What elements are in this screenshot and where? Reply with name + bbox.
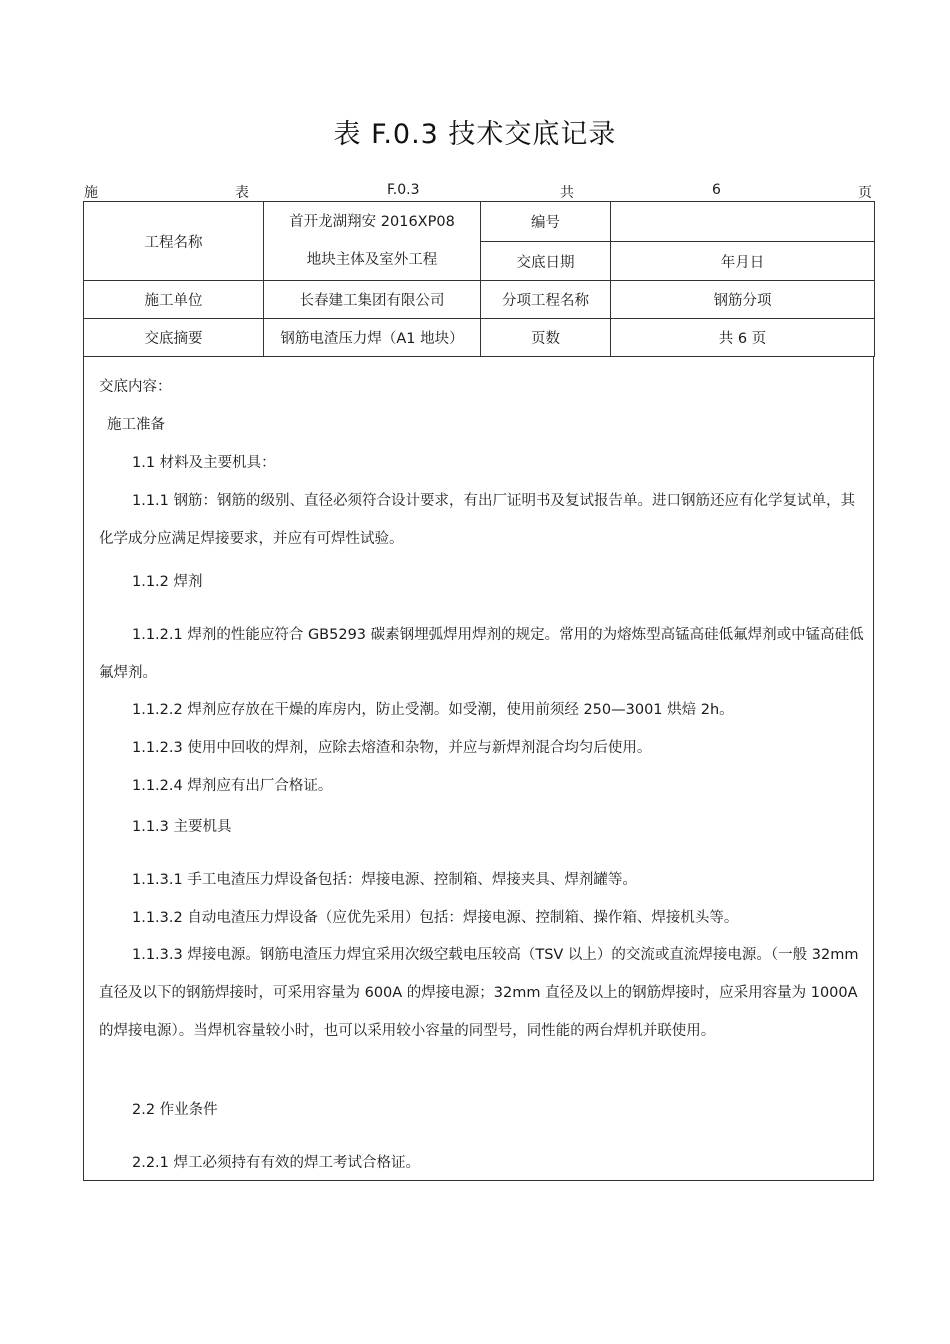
para-1-1-2-2: 1.1.2.2 焊剂应存放在干燥的库房内，防止受潮。如受潮，使用前须经 250—3001 烘焙 2h。	[132, 702, 734, 718]
sub-project-value: 钢筋分项	[611, 281, 875, 319]
sub-project-label: 分项工程名称	[481, 281, 611, 319]
project-name-line2: 地块主体及室外工程	[306, 252, 438, 268]
summary-label: 交底摘要	[84, 319, 264, 357]
project-name-label: 工程名称	[84, 202, 264, 281]
subline-page-count: 6	[712, 182, 721, 198]
para-1-1-3-2: 1.1.3.2 自动电渣压力焊设备（应优先采用）包括：焊接电源、控制箱、操作箱、焊接机头等。	[132, 910, 739, 926]
form-subline	[84, 182, 873, 202]
date-value: 年月日	[611, 242, 875, 281]
subline-form-code: F.0.3	[387, 182, 420, 198]
subline-char-6: 页	[858, 185, 872, 201]
para-1-1: 1.1 材料及主要机具：	[132, 455, 276, 471]
para-2-2: 2.2 作业条件	[132, 1102, 218, 1118]
pages-label: 页数	[481, 319, 611, 357]
section-prep: 施工准备	[107, 417, 165, 433]
subline-char-2: 表	[235, 185, 249, 201]
para-2-2-1: 2.2.1 焊工必须持有有效的焊工考试合格证。	[132, 1155, 421, 1171]
para-1-1-2-1: 1.1.2.1 焊剂的性能应符合 GB5293 碳素钢埋弧焊用焊剂的规定。常用的为熔炼型高锰高硅低氟焊剂或中锰高硅低氟焊剂。	[99, 627, 864, 681]
number-value	[611, 202, 875, 242]
para-1-1-2: 1.1.2 焊剂	[132, 574, 203, 590]
para-1-1-2-3: 1.1.2.3 使用中回收的焊剂，应除去熔渣和杂物，并应与新焊剂混合均匀后使用。	[132, 740, 652, 756]
summary-value: 钢筋电渣压力焊（A1 地块）	[264, 319, 481, 357]
project-name-value	[264, 202, 481, 281]
pages-value: 共 6 页	[611, 319, 875, 357]
number-label: 编号	[481, 202, 611, 242]
construction-unit-label: 施工单位	[84, 281, 264, 319]
para-1-1-1: 1.1.1 钢筋：钢筋的级别、直径必须符合设计要求，有出厂证明书及复试报告单。进口钢筋还应有化学复试单，其化学成分应满足焊接要求，并应有可焊性试验。	[99, 493, 855, 547]
para-1-1-3-3: 1.1.3.3 焊接电源。钢筋电渣压力焊宜采用次级空载电压较高（TSV 以上）的交流或直流焊接电源。（一般 32mm 直径及以下的钢筋焊接时，可采用容量为 600A 的焊接电源；32mm 直径及以上的钢筋焊接时，应采用容量为 1000A 的焊接电源）。当焊机容量较小时，也可以采用较小容量的同型号，同性能的两台焊机并联使用。	[99, 947, 859, 1039]
para-1-1-3: 1.1.3 主要机具	[132, 819, 232, 835]
content-heading: 交底内容：	[99, 379, 172, 395]
subline-char-4: 共	[560, 185, 574, 201]
date-label: 交底日期	[481, 242, 611, 281]
construction-unit-value: 长春建工集团有限公司	[264, 281, 481, 319]
para-1-1-3-1: 1.1.3.1 手工电渣压力焊设备包括：焊接电源、控制箱、焊接夹具、焊剂罐等。	[132, 872, 637, 888]
subline-char-1: 施	[84, 185, 98, 201]
page-title: 表 F.0.3 技术交底记录	[333, 119, 617, 150]
project-name-line1: 首开龙湖翔安 2016XP08	[289, 214, 455, 230]
header-table	[83, 201, 875, 357]
para-1-1-2-4: 1.1.2.4 焊剂应有出厂合格证。	[132, 778, 333, 794]
